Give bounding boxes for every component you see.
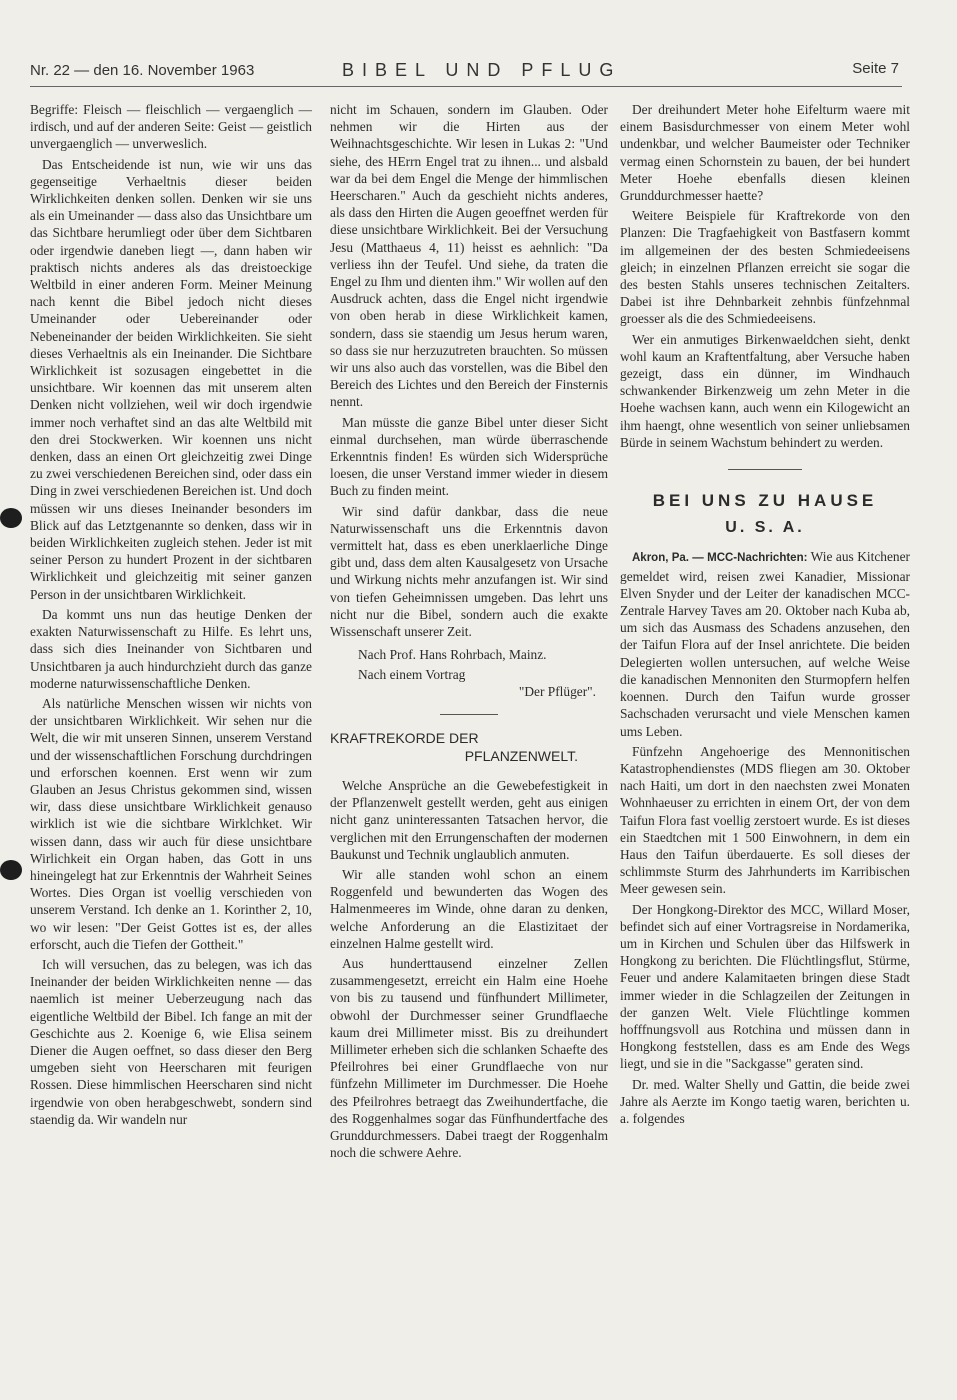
source-line: Nach einem Vortrag [358,666,466,682]
punch-hole-icon [0,860,22,880]
paragraph: Begriffe: Fleisch — fleischlich — vergaenglich — irdisch, und auf der anderen Seite: Geist — geistlich unvergaenglich — unverweslich. [30,102,312,152]
article-title [330,729,608,765]
paragraph: Welche Ansprüche an die Gewebefestigkeit in der Pflanzenwelt gestellt werden, geht aus einigen nicht ganz uninteressanten Tatsachen hervor, die verglichen mit den Errungenschaften der modernen Baukunst und Technik unglaublich anmuten. [330,777,608,862]
paragraph: Dr. med. Walter Shelly und Gattin, die beide zwei Jahre als Aerzte im Kongo taetig waren, berichten u. a. folgendes [620,1076,910,1126]
section-title: BEI UNS ZU HAUSE [652,491,878,511]
paragraph [620,548,910,739]
section-subtitle: U. S. A. [725,519,805,537]
paragraph: Aus hunderttausend einzelner Zellen zusammengesetzt, erreicht ein Halm eine Hoehe von bis zu tausend und fünfhundert Millimeter, obwohl der Durchmesser seiner Grundflaeche kaum drei Millimeter misst. Bis zu dreihundert Millimeter erheben sich die schlanken Schaefte des Pfeilrohres bei einer Grundflaeche von nur fünfzehn Millimeter im Durchmesser. Die Hoehe des Pfeilrohres betraegt das Zweihundertfache, die des Roggenhalmes sogar das Fünfhundertfache des Grunddurchmessers. Dabei traegt der Roggenhalm noch die schwere Aehre. [330,955,608,1161]
paragraph: nicht im Schauen, sondern im Glauben. Oder nehmen wir die Hirten aus der Weihnachtsgeschichte. Wir lesen in Lukas 2: "Und siehe, des HErrn Engel trat zu ihnen... und alsbald war da bei dem Engel die Menge der himmlischen Heerscharen." Auch da geschieht nichts anderes, als dass den Hirten die Augen geoeffnet werden für diese unsichtbare Wirklichkeit. Bei der Versuchung Jesu (Matthaeus 4, 11) heisst es aehnlich: "Da verliess ihn der Teufel. Und siehe, da traten die Engel zu Ihm und dienten ihm." Wir wollen auf den Ausdruck achten, dass die Engel nicht irgendwie von oben herab in diese Wirklichkeit kamen, sondern, dass sie staendig um Jesus herum waren, so dass sie nur herzuzutreten brauchten. So müssen wir uns also auch das vorstellen, was die Bibel den Bereich des Lichtes und den Bereich der Finsternis nennt. [330,102,608,410]
section-divider [728,469,802,470]
page-number: Seite 7 [852,60,899,77]
paragraph: Wer ein anmutiges Birkenwaeldchen sieht, denkt wohl kaum an Kraftentfaltung, aber Versuche haben gezeigt, dass ein dünner, im Windhauch schwankender Birkenzweig um zehn Meter in die Hoehe wachsen kann, auch wenn ein Kilogewicht an ihm haengt, ohne wesentlich von seiner unliebsamen Bürde in seinem Wachstum behindert zu werden. [620,331,910,450]
paragraph: Wir sind dafür dankbar, dass die neue Naturwissenschaft uns die Erkenntnis davon vermittelt hat, dass es eben unerklaerliche Dinge gibt und, dass dem alten Kausalgesetz von Ursache und Wirkung nichts mehr anzufangen ist. Wir sind von tiefen Geheimnissen umgeben. Das lehrt uns nicht nur die Bibel, sondern auch die exakte Wissenschaft unserer Zeit. [330,503,608,640]
punch-hole-icon [0,508,22,528]
header-rule [30,86,902,87]
article-title-line: PFLANZENWELT. [464,747,578,764]
paragraph: Das Entscheidende ist nun, wie wir uns das gegenseitige Verhaeltnis dieser beiden Wirklichkeiten denken sollen. Denken wir sie uns als ein Umeinander — dass also das Unsichtbare um das Sichtbare herumliegt oder über dem Sichtbaren oder irgendwie daneben liegt —, dann haben wir praktisch nichts anderes als das dreistoeckige Weltbild in einer anderen Form. Meiner Meinung nach kennt die Bibel jedoch nicht dieses Umeinander oder Uebereinander oder Nebeneinander der beiden Wirklichkeiten. Sie sieht dieses Verhaeltnis als ein Ineinander. Die Sichtbare Wirklichkeit ist sozusagen eingebettet in die unsichtbare. Wir koennen das mit unserem alten Denken nicht vollziehen, weil wir doch irgendwie immer noch verhaftet sind an das alte Weltbild mit den drei Stockwerken. Wir koennen uns nicht denken, dass an einen Ort gleichzeitig zwei Dinge zu zwei verschiedenen Bereichen sind, oder dass ein Ding in zwei verschiedenen Bereichen ist. Und doch müssen wir uns dieses Ineinander besonders im Blick auf das Letztgenannte so denken, dass wir in beiden Wirklichkeiten zugleich stehen. Jeder ist mit seiner Person zu hundert Prozent in der sichtbaren Wirklichkeit und gleichzeitig mit seiner ganzen Person in der unsichtbaren Wirklichkeit. [30,156,312,602]
article-divider [440,714,498,715]
issue-date: Nr. 22 — den 16. November 1963 [30,62,255,79]
paragraph: Der dreihundert Meter hohe Eifelturm waere mit einem Basisdurchmesser von einem Meter wohl undenkbar, und welcher Baumeister oder Techniker vermag einen Schornstein zu bauen, der bei hundert Meter Hoehe ebenfalls diesen kleinen Grunddurchmesser haette? [620,102,910,204]
paragraph: Man müsste die ganze Bibel unter dieser Sicht einmal durchsehen, man würde überraschende Erkenntnis finden! Es würden sich Widersprüche loesen, die unser Verstand immer wieder in diesem Buch zu finden meint. [330,414,608,499]
paragraph: Fünfzehn Angehoerige des Mennonitischen Katastrophendienstes (MDS fliegen am 30. Oktober nach Haiti, um dort in den naechsten zwei Monaten Wohnhaeuser zu errichten in einem Ort, der von dem Taifun Flora fast voellig zerstoert wurde. Es ist dieses ein Staedtchen mit 1 500 Einwohnern, in dem ein Haus den Taifun überdauerte. Es soll dieses der schlimmste Sturm des Jahrhunderts im Karribischen Meer gewesen sein. [620,743,910,897]
paragraph: Der Hongkong-Direktor des MCC, Willard Moser, befindet sich auf einer Vortragsreise in Nordamerika, um in Kirchen und Schulen über das Hilfswerk in Hongkong zu berichten. Die Flüchtlingsflut, Stürme, Feuer und andere Kalamitaeten bringen diese Stadt immer wieder in die Schlagzeilen der Zeitungen in der ganzen Welt. Viele Flüchtlinge kommen hofffnungsvoll aus Rotchina und müssen dann in Hongkong feststellen, dass es am Ende des Wegs liegt, und sie in die "Sackgasse" geraten sind. [620,901,910,1072]
paragraph-text: Wie aus Kitchener gemeldet wird, reisen zwei Kanadier, Missionar Elven Snyder und der Leiter der kanadischen MCC-Zentrale Harvey Taves am 20. Oktober nach Kuba ab, um sich das Ausmass des Schadens anzusehen, den der Taifun Flora auf der Insel anrichtete. Die beiden Delegierten wollen untersuchen, auf welche Weise die kanadischen Mennoniten den Sturmopfern helfen koennen. Durch den Taifun wurde grosser Sachschaden verursacht und viele Menschen kamen ums Leben. [620,549,910,739]
paragraph: Ich will versuchen, das zu belegen, was ich das Ineinander der beiden Wirklichkeiten nenne — das naemlich ist meiner Ueberzeugung nach das eigentliche Weltbild der Bibel. Ich fange an mit der Geschichte aus 2. Koenige 6, wie Elisa seinem Diener die Augen oeffnet, so dass dieser den Berg umgeben sieht von Heerscharen mit feurigen Rossen. Diese himmlischen Heerscharen sind nicht irgendwie von oben herabgeschwebt, sondern sind staendig da. Wir wandeln nur [30,956,312,1127]
masthead-title: BIBEL UND PFLUG [342,60,622,80]
source-line: Nach Prof. Hans Rohrbach, Mainz. [358,647,547,663]
dateline: Akron, Pa. — MCC-Nachrichten: [632,552,808,565]
paragraph: Als natürliche Menschen wissen wir nichts von der unsichtbaren Wirklichkeit. Wir sehen nur die Welt, die wir mit unseren Sinnen, unserem Verstand und der wissenschaftlichen Forschung durchdringen und erforschen koennen. Erst wenn wir zum Glauben an Jesus Christus gekommen sind, wissen wir, dass diese unsichtbare Wirklichkeit genauso wirklich ist wie die sichtbare Wirklchket. Wir wissen dann, dass wir auch für diese unsichtbare Wirlichkeit ein Organ haben, das Gott in uns hineingelegt hat zur Erkenntnis der Wahrheit Seines Wortes. Dies Organ ist voellig verschieden von unserem Verstand. Ich denke an 1. Korinther 2, 10, wo wir lesen: "Der Geist Gottes ist es, der alles erforscht, auch die Tiefen der Gottheit." [30,695,312,952]
paragraph: Weitere Beispiele für Kraftrekorde von den Planzen: Die Tragfaehigkeit von Bastfasern kommt im allgemeinen der des besten Schmiedeeisens gleich; in einzelnen Pflanzen erreicht sie sogar die des besten Stahls unseres technischen Zeitalters. Dabei ist ihre Dehnbarkeit zehnbis fünfzehnmal groesser als die des Schmiedeeisens. [620,208,910,327]
paragraph: Da kommt uns nun das heutige Denken der exakten Naturwissenschaft zu Hilfe. Es lehrt uns, dass sich dies Ineinander von Sichtbaren und Unsichtbaren ja auch hindurchzieht durch das ganze moderne naturwissenschaftliche Denken. [30,606,312,691]
article-title-line: KRAFTREKORDE DER [330,729,479,746]
column-1 [30,101,312,1350]
column-2 [330,101,608,1350]
source-line: "Der Pflüger". [518,683,596,699]
column-3 [620,101,910,1350]
paragraph: Wir alle standen wohl schon an einem Roggenfeld und bewunderten das Wogen des Halmenmeeres im Winde, ohne daran zu denken, welche Anforderung an die Elastizitaet der einzelnen Halme gestellt wird. [330,866,608,951]
